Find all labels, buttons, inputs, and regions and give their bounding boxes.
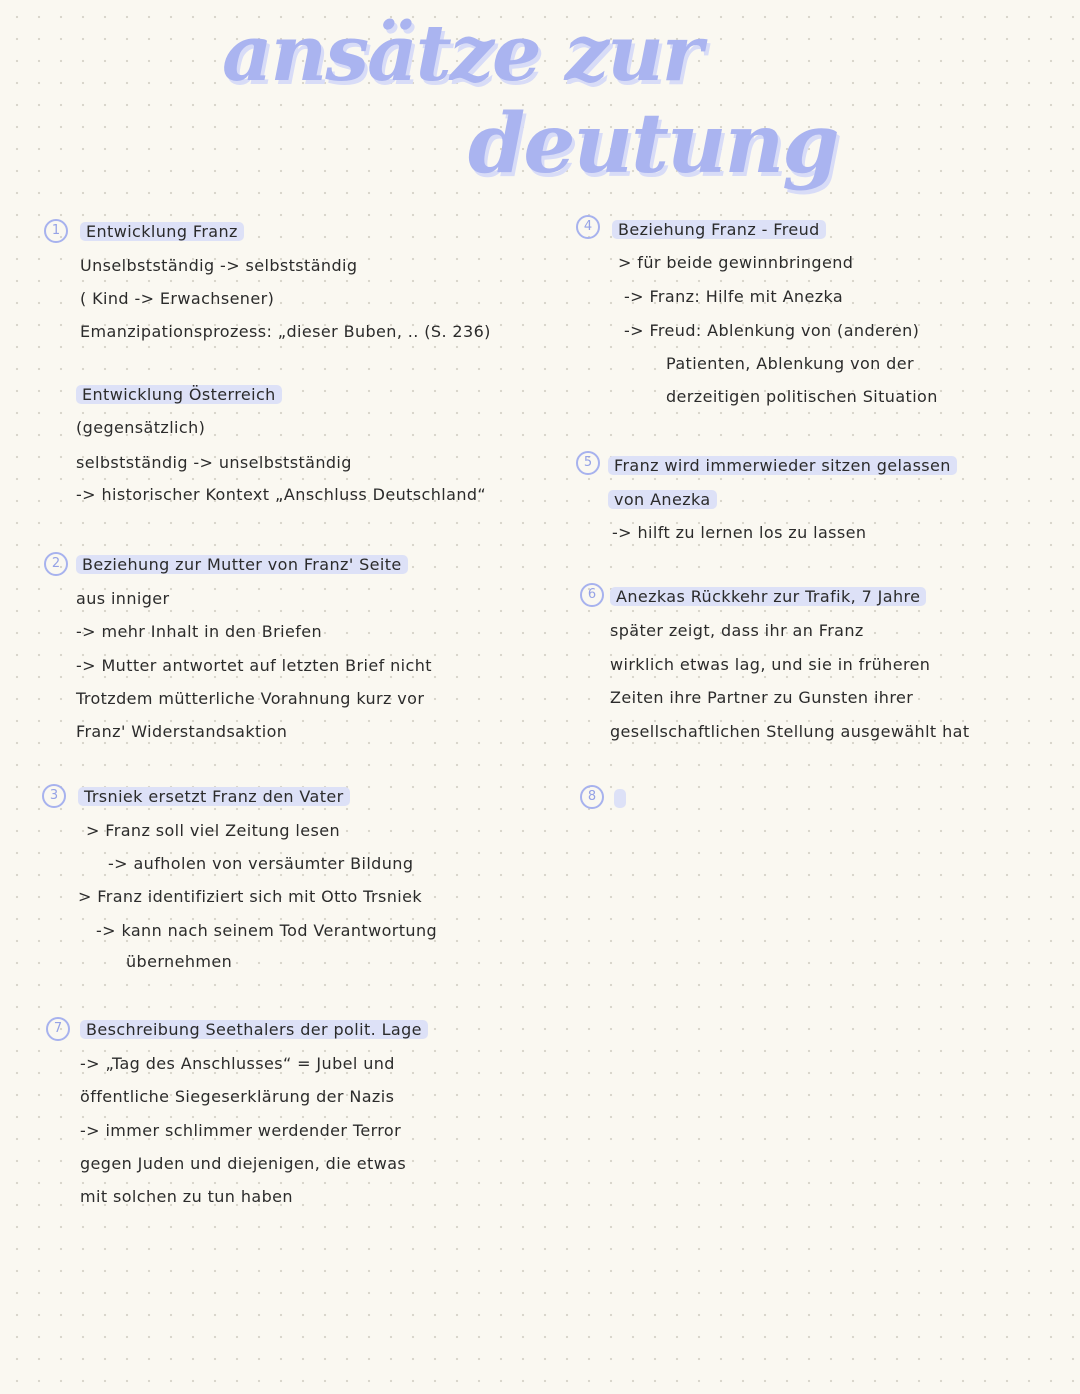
note-line: -> hilft zu lernen los zu lassen [612,523,867,542]
section-heading: Beziehung Franz - Freud [612,219,826,241]
note-line: selbstständig -> unselbstständig [76,453,352,472]
section-number: 5 [576,451,600,475]
section-number: 8 [580,785,604,809]
note-line: wirklich etwas lag, und sie in früheren [610,655,931,674]
section-heading: Beschreibung Seethalers der polit. Lage [80,1019,428,1041]
note-line: > Franz identifiziert sich mit Otto Trsniek [78,887,422,906]
section-heading: Franz wird immerwieder sitzen gelassen [608,455,957,477]
note-line: -> aufholen von versäumter Bildung [108,854,414,873]
section-number: 6 [580,583,604,607]
section-heading: Entwicklung Franz [80,221,244,243]
section-heading: Trsniek ersetzt Franz den Vater [78,786,350,808]
note-line: gesellschaftlichen Stellung ausgewählt hat [610,722,970,741]
note-line: mit solchen zu tun haben [80,1187,293,1206]
note-line: -> „Tag des Anschlusses“ = Jubel und [80,1054,395,1073]
note-line: -> kann nach seinem Tod Verantwortung [96,921,438,940]
section-heading: Entwicklung Österreich [76,384,282,406]
note-line: (gegensätzlich) [76,418,206,437]
note-line: Franz' Widerstandsaktion [76,722,288,741]
note-line: Unselbstständig -> selbstständig [80,256,358,275]
note-line: -> immer schlimmer werdender Terror [80,1121,402,1140]
section-number: 4 [576,215,600,239]
section-number: 7 [46,1017,70,1041]
section-heading: Anezkas Rückkehr zur Trafik, 7 Jahre [610,586,926,608]
note-line: -> mehr Inhalt in den Briefen [76,622,323,641]
section-number: 2 [44,552,68,576]
note-line: Patienten, Ablenkung von der [666,354,914,373]
note-line: -> Mutter antwortet auf letzten Brief nicht [76,656,432,675]
section-heading: Beziehung zur Mutter von Franz' Seite [76,554,408,576]
note-line: -> historischer Kontext „Anschluss Deutschland“ [76,485,487,504]
note-line: Trotzdem mütterliche Vorahnung kurz vor [76,689,425,708]
page-title-continued: deutung [468,96,838,192]
note-line: ( Kind -> Erwachsener) [80,289,275,308]
note-line: -> Freud: Ablenkung von (anderen) [624,321,920,340]
note-line: -> Franz: Hilfe mit Anezka [624,287,844,306]
note-line: Zeiten ihre Partner zu Gunsten ihrer [610,688,914,707]
section-number: 1 [44,219,68,243]
note-line: später zeigt, dass ihr an Franz [610,621,864,640]
note-line: > für beide gewinnbringend [618,253,854,272]
section-number: 3 [42,784,66,808]
note-line: Emanzipationsprozess: „dieser Buben, .. (S. 236) [80,322,491,341]
page-title: ansätze zur [222,8,701,99]
section-heading [614,788,626,810]
note-line: gegen Juden und diejenigen, die etwas [80,1154,407,1173]
note-line: von Anezka [608,489,717,511]
note-line: öffentliche Siegeserklärung der Nazis [80,1087,395,1106]
note-line: > Franz soll viel Zeitung lesen [86,821,340,840]
note-line: übernehmen [126,952,233,971]
note-line: aus inniger [76,589,170,608]
note-line: derzeitigen politischen Situation [666,387,938,406]
